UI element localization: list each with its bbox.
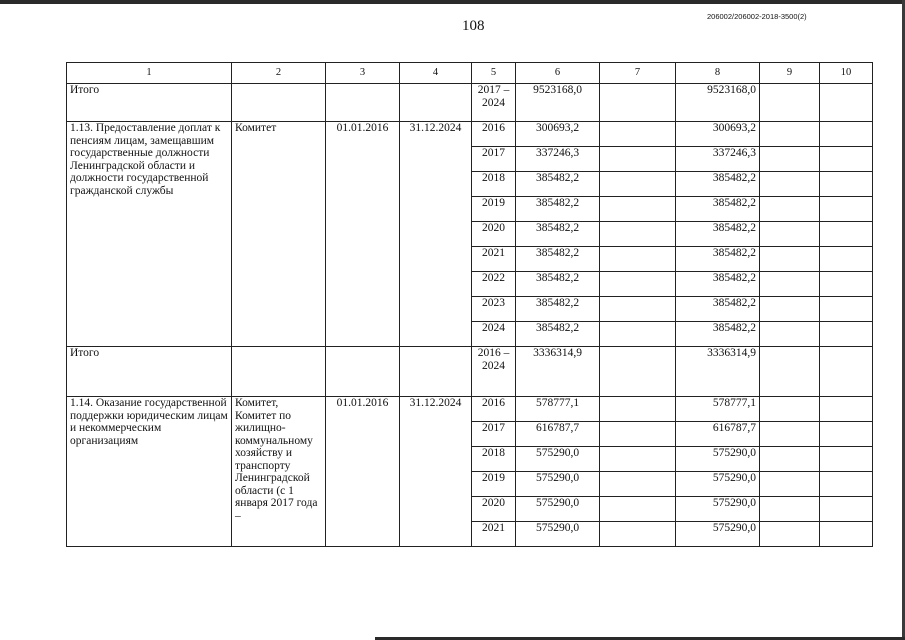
empty-cell [820, 397, 873, 422]
empty-cell [820, 197, 873, 222]
value-col6: 385482,2 [516, 222, 600, 247]
item-start-date: 01.01.2016 [326, 397, 400, 547]
empty-cell [760, 272, 820, 297]
value-col8: 575290,0 [676, 447, 760, 472]
empty-cell [820, 84, 873, 122]
item-end-date: 31.12.2024 [400, 397, 472, 547]
item-start-date: 01.01.2016 [326, 122, 400, 347]
total-period: 2016 – 2024 [472, 347, 516, 397]
item-name: 1.13. Предоставление доплат к пенсиям лицам, замещавшим государственные должности Ленинградской области и должности государственной гражданской службы [67, 122, 232, 347]
empty-cell [326, 347, 400, 397]
item-row [67, 397, 873, 422]
empty-cell [600, 197, 676, 222]
value-col6: 385482,2 [516, 297, 600, 322]
item-executor: Комитет, Комитет по жилищно-коммунальному хозяйству и транспорту Ленинградской области (с 1 января 2017 года – [232, 397, 326, 547]
total-period: 2017 – 2024 [472, 84, 516, 122]
empty-cell [760, 322, 820, 347]
empty-cell [760, 422, 820, 447]
empty-cell [820, 347, 873, 397]
page-number: 108 [462, 18, 485, 34]
value-col8: 575290,0 [676, 472, 760, 497]
empty-cell [820, 497, 873, 522]
empty-cell [820, 297, 873, 322]
year-cell: 2019 [472, 472, 516, 497]
value-col8: 385482,2 [676, 297, 760, 322]
empty-cell [600, 447, 676, 472]
empty-cell [400, 347, 472, 397]
total-value-col8: 9523168,0 [676, 84, 760, 122]
empty-cell [326, 84, 400, 122]
year-cell: 2023 [472, 297, 516, 322]
value-col6: 575290,0 [516, 497, 600, 522]
scan-edge-top [0, 0, 905, 4]
document-code: 206002/206002-2018-3500(2) [707, 12, 807, 21]
empty-cell [600, 522, 676, 547]
empty-cell [820, 222, 873, 247]
empty-cell [600, 322, 676, 347]
empty-cell [600, 147, 676, 172]
total-label: Итого [67, 84, 232, 122]
empty-cell [820, 422, 873, 447]
value-col6: 385482,2 [516, 247, 600, 272]
column-header: 3 [326, 63, 400, 84]
item-end-date: 31.12.2024 [400, 122, 472, 347]
year-cell: 2019 [472, 197, 516, 222]
value-col8: 385482,2 [676, 197, 760, 222]
empty-cell [232, 347, 326, 397]
value-col6: 385482,2 [516, 272, 600, 297]
value-col8: 385482,2 [676, 172, 760, 197]
total-value-col8: 3336314,9 [676, 347, 760, 397]
column-header: 4 [400, 63, 472, 84]
column-header: 7 [600, 63, 676, 84]
column-header: 10 [820, 63, 873, 84]
year-cell: 2017 [472, 422, 516, 447]
total-row [67, 347, 873, 397]
total-value-col6: 3336314,9 [516, 347, 600, 397]
empty-cell [600, 297, 676, 322]
year-cell: 2017 [472, 147, 516, 172]
column-header: 8 [676, 63, 760, 84]
empty-cell [820, 172, 873, 197]
total-value-col6: 9523168,0 [516, 84, 600, 122]
value-col6: 385482,2 [516, 172, 600, 197]
empty-cell [760, 197, 820, 222]
empty-cell [232, 84, 326, 122]
empty-cell [600, 222, 676, 247]
item-name: 1.14. Оказание государственной поддержки юридическим лицам и некоммерческим организациям [67, 397, 232, 547]
empty-cell [760, 522, 820, 547]
empty-cell [820, 447, 873, 472]
empty-cell [600, 172, 676, 197]
empty-cell [600, 84, 676, 122]
empty-cell [760, 497, 820, 522]
empty-cell [760, 472, 820, 497]
empty-cell [600, 422, 676, 447]
empty-cell [760, 447, 820, 472]
value-col8: 575290,0 [676, 522, 760, 547]
empty-cell [820, 147, 873, 172]
value-col6: 578777,1 [516, 397, 600, 422]
value-col8: 385482,2 [676, 222, 760, 247]
year-cell: 2018 [472, 447, 516, 472]
value-col6: 385482,2 [516, 322, 600, 347]
item-row [67, 122, 873, 147]
value-col6: 385482,2 [516, 197, 600, 222]
year-cell: 2020 [472, 497, 516, 522]
empty-cell [400, 84, 472, 122]
empty-cell [760, 172, 820, 197]
empty-cell [600, 472, 676, 497]
value-col8: 578777,1 [676, 397, 760, 422]
value-col8: 616787,7 [676, 422, 760, 447]
value-col6: 575290,0 [516, 447, 600, 472]
value-col8: 300693,2 [676, 122, 760, 147]
column-header: 6 [516, 63, 600, 84]
empty-cell [600, 497, 676, 522]
empty-cell [600, 347, 676, 397]
column-header: 9 [760, 63, 820, 84]
value-col8: 385482,2 [676, 272, 760, 297]
column-header: 5 [472, 63, 516, 84]
value-col8: 385482,2 [676, 247, 760, 272]
total-label: Итого [67, 347, 232, 397]
budget-table [66, 62, 873, 547]
value-col6: 300693,2 [516, 122, 600, 147]
empty-cell [760, 122, 820, 147]
empty-cell [760, 347, 820, 397]
item-executor: Комитет [232, 122, 326, 347]
value-col6: 616787,7 [516, 422, 600, 447]
empty-cell [600, 272, 676, 297]
empty-cell [820, 522, 873, 547]
empty-cell [820, 247, 873, 272]
total-row [67, 84, 873, 122]
year-cell: 2024 [472, 322, 516, 347]
empty-cell [820, 272, 873, 297]
empty-cell [600, 397, 676, 422]
column-header: 2 [232, 63, 326, 84]
year-cell: 2022 [472, 272, 516, 297]
empty-cell [760, 247, 820, 272]
year-cell: 2020 [472, 222, 516, 247]
empty-cell [760, 147, 820, 172]
year-cell: 2021 [472, 247, 516, 272]
empty-cell [820, 472, 873, 497]
value-col8: 385482,2 [676, 322, 760, 347]
empty-cell [820, 322, 873, 347]
value-col6: 575290,0 [516, 522, 600, 547]
empty-cell [820, 122, 873, 147]
column-header: 1 [67, 63, 232, 84]
year-cell: 2018 [472, 172, 516, 197]
column-header-row [67, 63, 873, 84]
empty-cell [600, 122, 676, 147]
empty-cell [760, 397, 820, 422]
empty-cell [600, 247, 676, 272]
value-col8: 575290,0 [676, 497, 760, 522]
empty-cell [760, 297, 820, 322]
empty-cell [760, 222, 820, 247]
value-col8: 337246,3 [676, 147, 760, 172]
year-cell: 2016 [472, 397, 516, 422]
value-col6: 575290,0 [516, 472, 600, 497]
year-cell: 2021 [472, 522, 516, 547]
year-cell: 2016 [472, 122, 516, 147]
value-col6: 337246,3 [516, 147, 600, 172]
empty-cell [760, 84, 820, 122]
